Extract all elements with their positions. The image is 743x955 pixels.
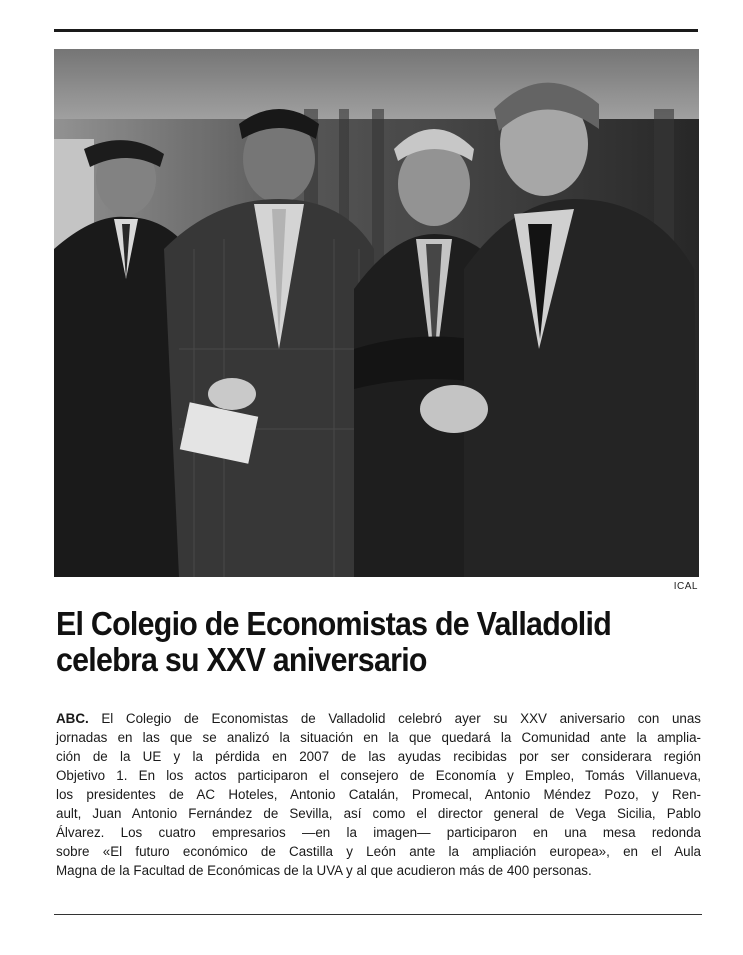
body-line-1 bbox=[56, 709, 701, 728]
headline-line-1: El Colegio de Economistas de Valladolid bbox=[56, 605, 612, 642]
article-headline bbox=[56, 606, 645, 678]
news-photo bbox=[54, 49, 699, 577]
bottom-rule bbox=[54, 914, 702, 915]
top-rule bbox=[54, 29, 698, 32]
body-line-9: Magna de la Facultad de Económicas de la UVA y al que acudieron más de 400 personas. bbox=[56, 863, 592, 878]
headline-line-2: celebra su XXV aniversario bbox=[56, 641, 427, 678]
body-line-3: ción de la UE y la pérdida en 2007 de las ayudas recibidas por ser considerara región bbox=[56, 749, 701, 764]
body-line-2: jornadas en las que se analizó la situación en la que quedará la Comunidad ante la amplia- bbox=[56, 730, 701, 745]
agency-label: ABC. bbox=[56, 711, 89, 726]
body-line-6: ault, Juan Antonio Fernández de Sevilla, así como el director general de Vega Sicilia, Pablo bbox=[56, 806, 701, 821]
body-line-5: los presidentes de AC Hoteles, Antonio Catalán, Promecal, Antonio Méndez Pozo, y Ren- bbox=[56, 787, 701, 802]
body-line-8: sobre «El futuro económico de Castilla y León ante la ampliación europea», en el Aula bbox=[56, 844, 701, 859]
body-line-4: Objetivo 1. En los actos participaron el consejero de Economía y Empleo, Tomás Villanueva, bbox=[56, 768, 701, 783]
body-line-1-text: El Colegio de Economistas de Valladolid celebró ayer su XXV aniversario con unas bbox=[88, 711, 701, 726]
body-line-7: Álvarez. Los cuatro empresarios —en la imagen— participaron en una mesa redonda bbox=[56, 825, 701, 840]
photo-credit: ICAL bbox=[673, 581, 698, 592]
article-body bbox=[56, 709, 701, 880]
